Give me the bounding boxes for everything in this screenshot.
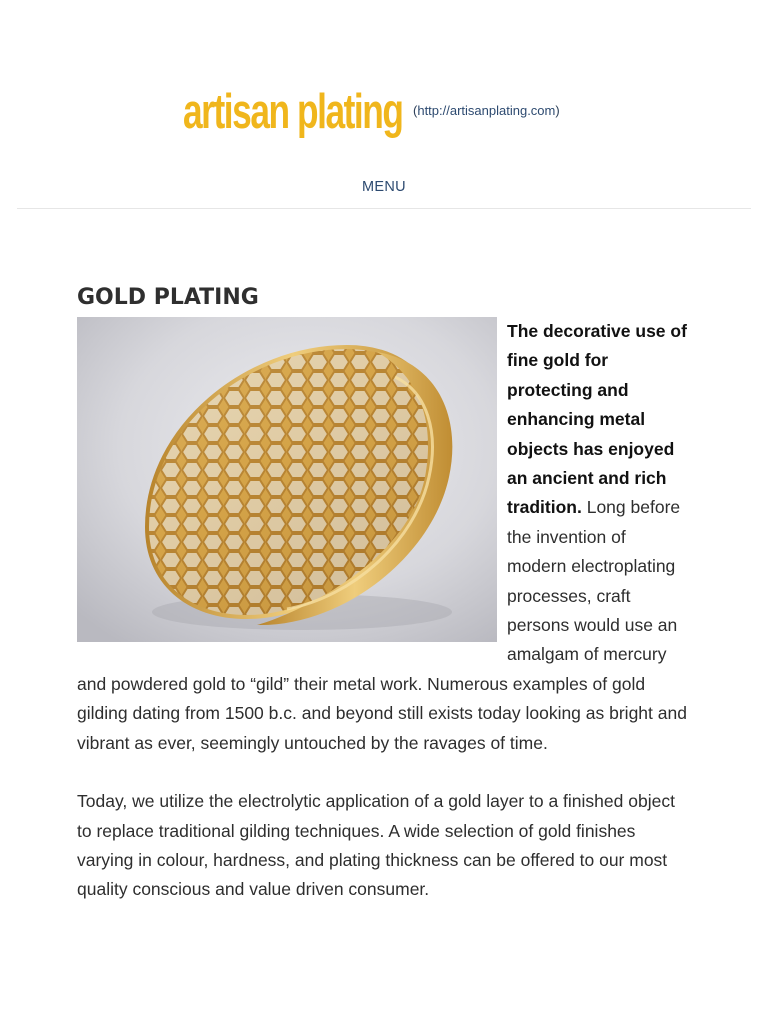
link-open-paren: (	[413, 103, 418, 118]
article-content	[77, 317, 689, 905]
intro-body-text: Long before the invention of modern electroplating processes, craft persons would use an amalgam of mercury and powdered gold to “gild” their metal work. Numerous examples of gold gilding dating from 1500 b.c. and beyond still exists today looking as bright and vibrant as ever, seemingly untouched by the ravages of time.	[77, 497, 687, 753]
link-close-paren: )	[555, 103, 560, 118]
header-divider	[17, 208, 751, 209]
site-logo[interactable]: artisan plating	[183, 85, 403, 139]
site-url-link[interactable]	[413, 102, 560, 120]
bracelet-illustration	[77, 317, 497, 642]
menu-button[interactable]: MENU	[362, 179, 406, 195]
bracelet-image	[77, 317, 497, 642]
page-title: GOLD PLATING	[77, 285, 259, 310]
site-url-text[interactable]: http://artisanplating.com	[417, 103, 556, 118]
site-header	[0, 82, 768, 152]
second-paragraph: Today, we utilize the electrolytic application of a gold layer to a finished object to replace traditional gilding techniques. A wide selection of gold finishes varying in colour, hardness, and plating thickness can be offered to our most quality conscious and value driven consumer.	[77, 791, 675, 900]
intro-lead-text: The decorative use of fine gold for protecting and enhancing metal objects has enjoyed an ancient and rich tradition.	[507, 321, 687, 518]
